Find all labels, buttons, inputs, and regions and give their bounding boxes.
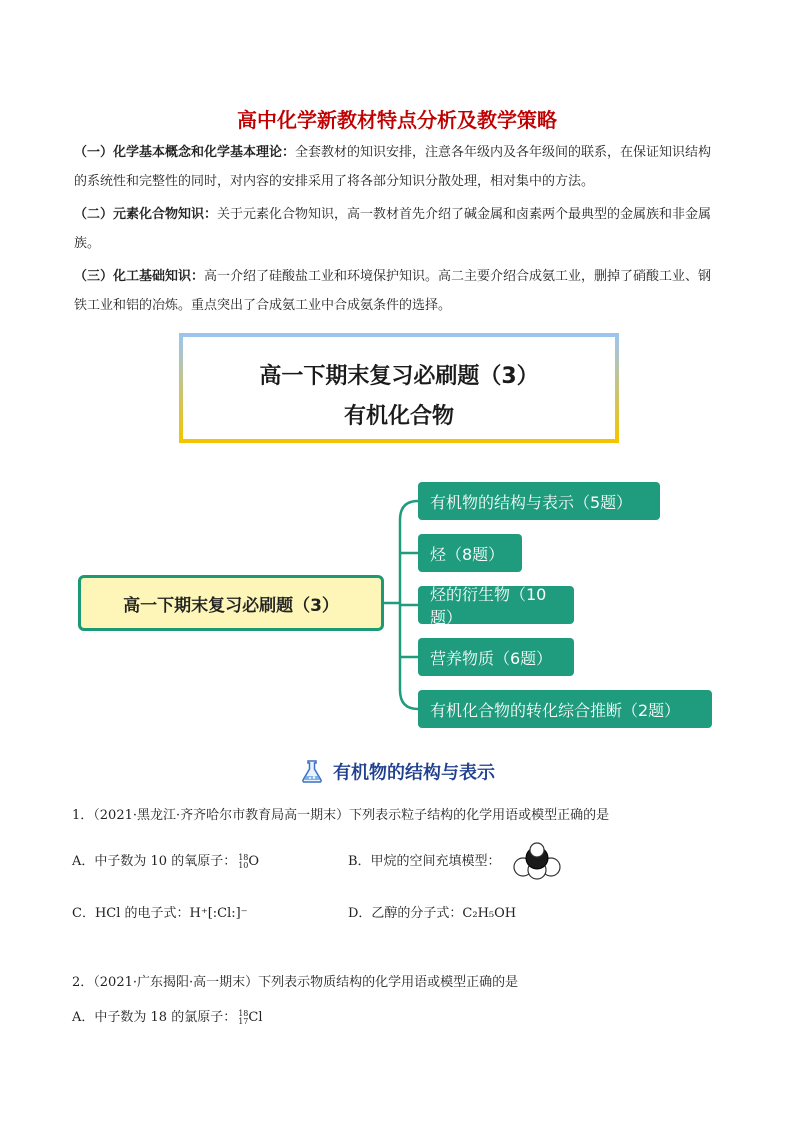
methane-model-icon (513, 842, 561, 880)
section-heading (0, 758, 794, 789)
banner-subtitle: 有机化合物 (343, 404, 454, 429)
question-1-option-d: D．乙醇的分子式：C₂H₅OH (348, 906, 517, 921)
paragraph-2-text: 关于元素化合物知识，高一教材首先介绍了碱金属和卤素两个最典型的金属族和非金属族。 (74, 207, 712, 251)
banner-title: 高一下期末复习必刷题（3） (259, 364, 539, 389)
mindmap-node-nutrient: 营养物质（6题） (418, 638, 574, 676)
question-1-stem: 1．（2021·黑龙江·齐齐哈尔市教育局高一期末）下列表示粒子结构的化学用语或模型正确的是 (72, 808, 610, 823)
mindmap-node-derivative: 烃的衍生物（10题） (418, 586, 574, 624)
mass-number: 18 (238, 1008, 249, 1018)
paragraph-1-lead: （一）化学基本概念和化学基本理论： (74, 145, 296, 160)
paragraph-2-lead: （二）元素化合物知识： (74, 207, 218, 222)
atomic-number: 10 (238, 860, 249, 870)
paragraph-3-lead: （三）化工基础知识： (74, 269, 205, 284)
atomic-number: 17 (238, 1016, 249, 1026)
paragraph-3-text: 高一介绍了硅酸盐工业和环境保护知识。高二主要介绍合成氨工业，删掉了硝酸工业、钢铁工业和铝的冶炼。重点突出了合成氨工业中合成氨条件的选择。 (74, 269, 712, 313)
section-title: 有机物的结构与表示 (333, 762, 495, 784)
mindmap-node-structure: 有机物的结构与表示（5题） (418, 482, 660, 520)
mindmap-node-transformation: 有机化合物的转化综合推断（2题） (418, 690, 712, 728)
document-title: 高中化学新教材特点分析及教学策略 (237, 108, 557, 132)
mindmap-node-hydrocarbon: 烃（8题） (418, 534, 522, 572)
question-2-option-a-label: A．中子数为 18 的氯原子： (72, 1010, 237, 1025)
question-1-option-c (72, 902, 248, 921)
mindmap-root: 高一下期末复习必刷题（3） (78, 575, 384, 631)
question-1-option-c-label: C．HCl 的电子式： (72, 906, 190, 921)
question-2-option-a (72, 1006, 263, 1026)
mass-number: 18 (238, 852, 249, 862)
isotope-notation (238, 1010, 248, 1026)
question-1-option-a (72, 850, 259, 870)
element-symbol: Cl (248, 1010, 263, 1025)
question-2-stem: 2．（2021·广东揭阳·高一期末）下列表示物质结构的化学用语或模型正确的是 (72, 975, 519, 990)
isotope-notation (238, 854, 248, 870)
flask-icon (299, 758, 325, 789)
question-1-option-a-label: A．中子数为 10 的氧原子： (72, 854, 237, 869)
paragraph-1-text: 全套教材的知识安排，注意各年级内及各年级间的联系，在保证知识结构的系统性和完整性的同时，对内容的安排采用了将各部分知识分散处理，相对集中的方法。 (74, 145, 712, 189)
electron-formula: H⁺[:Cl:]⁻ (189, 906, 248, 921)
element-symbol: O (248, 854, 260, 869)
question-1-option-b: B．甲烷的空间充填模型： (348, 854, 501, 869)
